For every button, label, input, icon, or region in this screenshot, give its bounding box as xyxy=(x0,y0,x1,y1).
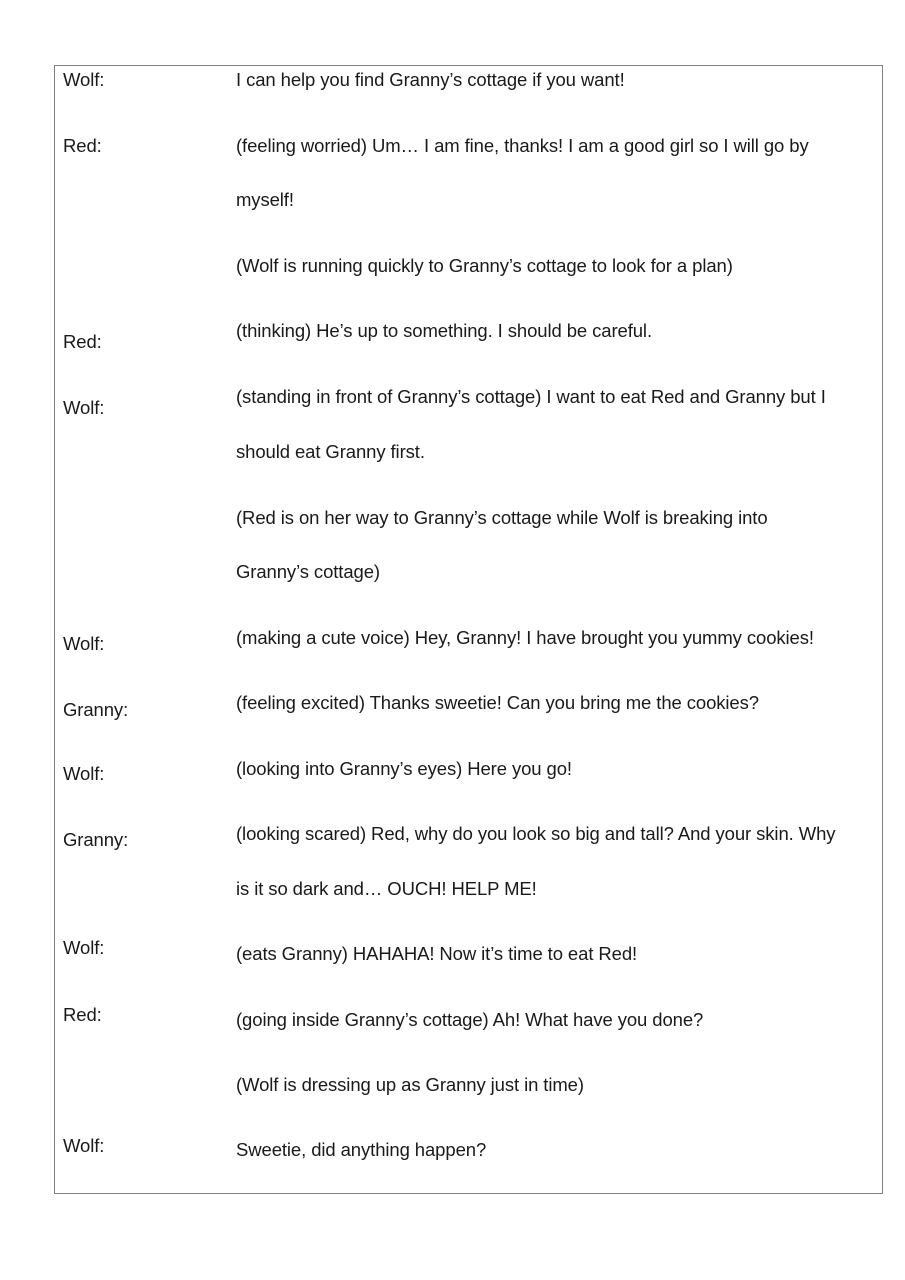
dialogue-text: (going inside Granny’s cottage) Ah! What have you done? xyxy=(236,1009,704,1030)
stage-direction: (Red is on her way to Granny’s cottage while Wolf is breaking into xyxy=(236,507,768,528)
dialogue-text: is it so dark and… OUCH! HELP ME! xyxy=(236,878,537,899)
dialogue-text: should eat Granny first. xyxy=(236,441,425,462)
speaker-label: Red: xyxy=(63,1004,102,1025)
speaker-label: Wolf: xyxy=(63,763,105,784)
speaker-label: Wolf: xyxy=(63,69,105,90)
dialogue-text: (looking scared) Red, why do you look so big and tall? And your skin. Why xyxy=(236,823,836,844)
speaker-label: Granny: xyxy=(63,829,129,850)
dialogue-text: (making a cute voice) Hey, Granny! I have brought you yummy cookies! xyxy=(236,627,814,648)
dialogue-text: I can help you find Granny’s cottage if you want! xyxy=(236,69,625,90)
dialogue-text: (thinking) He’s up to something. I should be careful. xyxy=(236,320,652,341)
speaker-label: Red: xyxy=(63,135,102,156)
speaker-label: Wolf: xyxy=(63,397,105,418)
dialogue-text: (standing in front of Granny’s cottage) I want to eat Red and Granny but I xyxy=(236,386,826,407)
stage-direction: (Wolf is running quickly to Granny’s cottage to look for a plan) xyxy=(236,255,733,276)
stage-direction: Granny’s cottage) xyxy=(236,561,380,582)
dialogue-text: myself! xyxy=(236,189,294,210)
stage-direction: (Wolf is dressing up as Granny just in time) xyxy=(236,1074,584,1095)
speaker-label: Granny: xyxy=(63,699,129,720)
dialogue-text: Sweetie, did anything happen? xyxy=(236,1139,487,1160)
speaker-label: Wolf: xyxy=(63,937,105,958)
dialogue-text: (feeling worried) Um… I am fine, thanks! I am a good girl so I will go by xyxy=(236,135,809,156)
speaker-label: Red: xyxy=(63,331,102,352)
dialogue-text: (eats Granny) HAHAHA! Now it’s time to eat Red! xyxy=(236,943,638,964)
dialogue-text: (looking into Granny’s eyes) Here you go! xyxy=(236,758,572,779)
speaker-label: Wolf: xyxy=(63,1135,105,1156)
speaker-label: Wolf: xyxy=(63,633,105,654)
dialogue-text: (feeling excited) Thanks sweetie! Can you bring me the cookies? xyxy=(236,692,759,713)
